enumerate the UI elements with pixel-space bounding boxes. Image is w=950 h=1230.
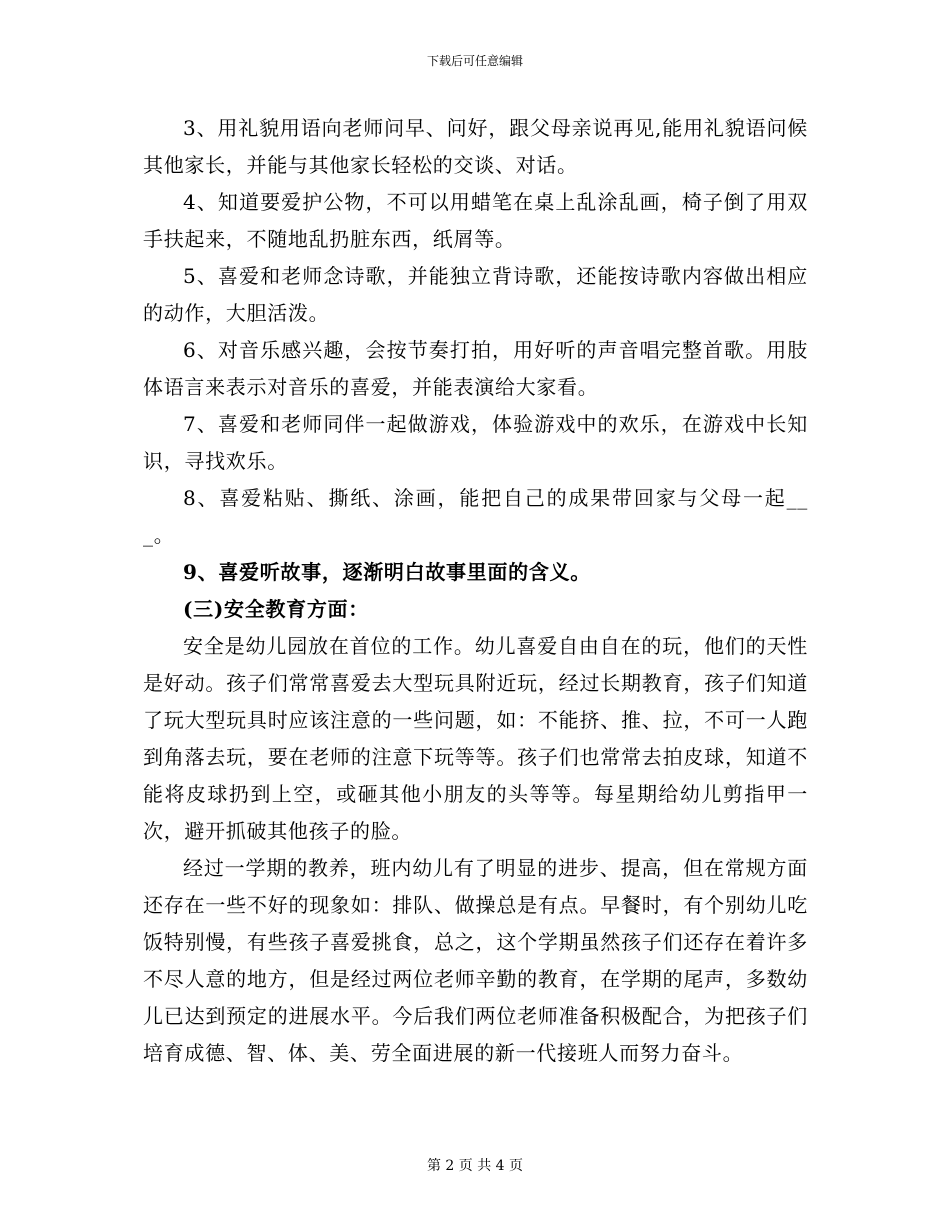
document-body	[143, 110, 808, 1072]
paragraph-safety: 安全是幼儿园放在首位的工作。幼儿喜爱自由自在的玩，他们的天性是好动。孩子们常常喜爱去大型玩具附近玩，经过长期教育，孩子们知道了玩大型玩具时应该注意的一些问题，如：不能挤、推、拉，不可一人跑到角落去玩，要在老师的注意下玩等等。孩子们也常常去拍皮球，知道不能将皮球扔到上空，或砸其他小朋友的头等等。每星期给幼儿剪指甲一次，避开抓破其他孩子的脸。	[143, 634, 808, 843]
paragraph-6: 6、对音乐感兴趣，会按节奏打拍，用好听的声音唱完整首歌。用肢体语言来表示对音乐的喜爱，并能表演给大家看。	[143, 338, 808, 399]
paragraph-5: 5、喜爱和老师念诗歌，并能独立背诗歌，还能按诗歌内容做出相应的动作，大胆活泼。	[143, 264, 808, 325]
paragraph-8: 8、喜爱粘贴、撕纸、涂画，能把自己的成果带回家与父母一起___。	[143, 486, 808, 547]
page-footer: 第 2 页 共 4 页	[426, 1158, 524, 1174]
section-heading-safety: (三)安全教育方面：	[183, 597, 369, 621]
paragraph-4: 4、知道要爱护公物，不可以用蜡笔在桌上乱涂乱画，椅子倒了用双手扶起来，不随地乱扔脏东西，纸屑等。	[143, 190, 808, 251]
paragraph-3: 3、用礼貌用语向老师问早、问好，跟父母亲说再见,能用礼貌语问候其他家长，并能与其他家长轻松的交谈、对话。	[143, 116, 808, 177]
paragraph-summary: 经过一学期的教养，班内幼儿有了明显的进步、提高，但在常规方面还存在一些不好的现象如：排队、做操总是有点。早餐时，有个别幼儿吃饭特别慢，有些孩子喜爱挑食，总之，这个学期虽然孩子们还存在着许多不尽人意的地方，但是经过两位老师辛勤的教育，在学期的尾声，多数幼儿已达到预定的进展水平。今后我们两位老师准备积极配合，为把孩子们培育成德、智、体、美、劳全面进展的新一代接班人而努力奋斗。	[143, 856, 808, 1065]
page-header: 下载后可任意编辑	[426, 54, 523, 68]
paragraph-7: 7、喜爱和老师同伴一起做游戏，体验游戏中的欢乐，在游戏中长知识，寻找欢乐。	[143, 412, 808, 473]
paragraph-9: 9、喜爱听故事，逐渐明白故事里面的含义。	[183, 560, 591, 584]
